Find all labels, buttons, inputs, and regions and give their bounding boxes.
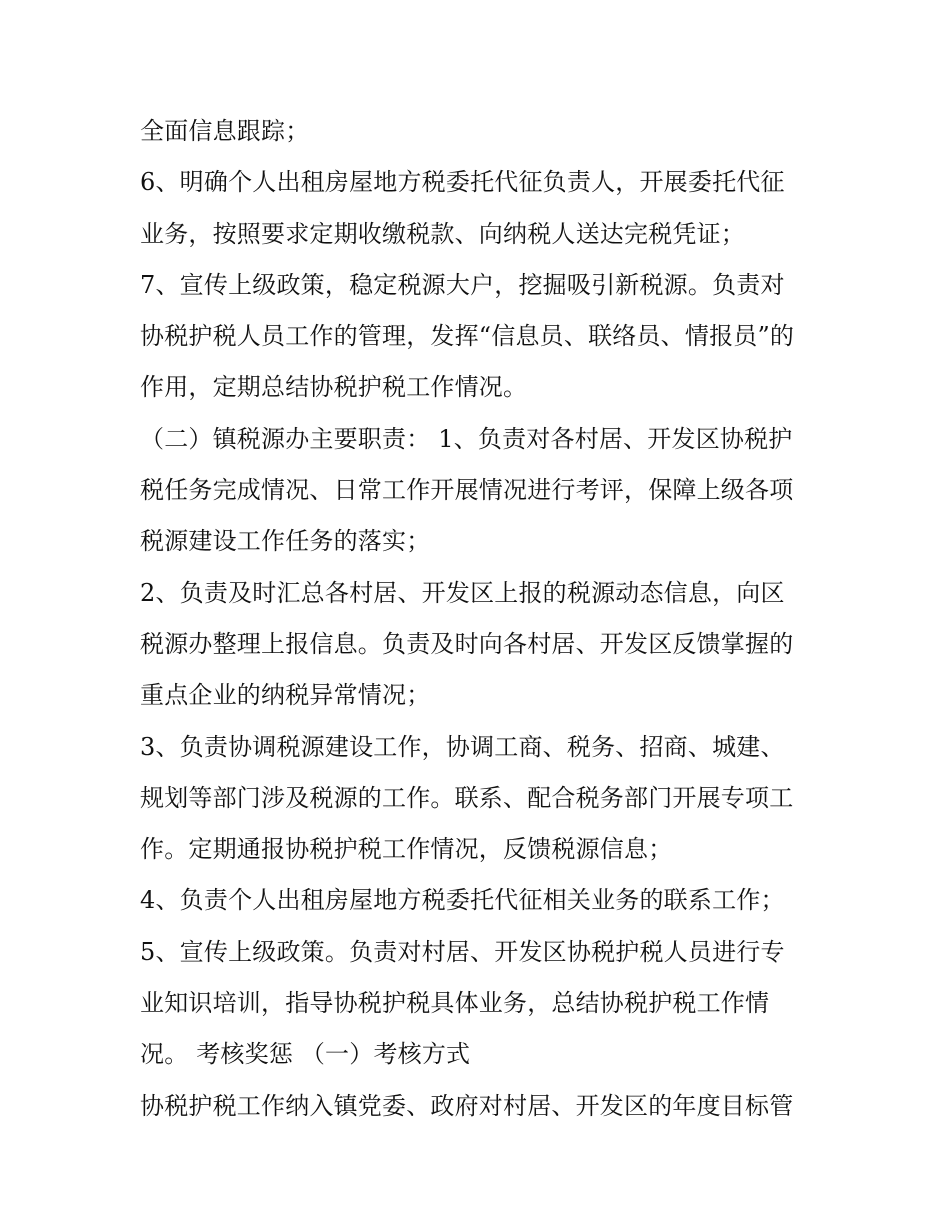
text-line: 2、负责及时汇总各村居、开发区上报的税源动态信息，向区 — [140, 578, 785, 607]
text-line: 全面信息跟踪； — [140, 117, 310, 145]
text-line: 协税护税工作纳入镇党委、政府对村居、开发区的年度目标管 — [140, 1091, 794, 1120]
text-line: 业知识培训，指导协税护税具体业务，总结协税护税工作情 — [140, 989, 770, 1018]
document-body — [140, 106, 820, 1132]
text-line: 4、负责个人出租房屋地方税委托代征相关业务的联系工作； — [140, 886, 785, 915]
text-line: 况。 考核奖惩 （一）考核方式 — [140, 1040, 471, 1069]
text-line: 税源办整理上报信息。负责及时向各村居、开发区反馈掌握的 — [140, 629, 794, 658]
text-line: 5、宣传上级政策。负责对村居、开发区协税护税人员进行专 — [140, 937, 785, 966]
text-line: （二）镇税源办主要职责： 1、负责对各村居、开发区协税护 — [140, 424, 793, 453]
text-line: 3、负责协调税源建设工作，协调工商、税务、招商、城建、 — [140, 732, 785, 761]
text-line: 规划等部门涉及税源的工作。联系、配合税务部门开展专项工 — [140, 783, 794, 812]
text-line: 业务，按照要求定期收缴税款、向纳税人送达完税凭证； — [140, 219, 745, 248]
text-line: 税源建设工作任务的落实； — [140, 527, 431, 556]
text-line: 作。定期通报协税护税工作情况，反馈税源信息； — [140, 835, 673, 864]
text-line: 重点企业的纳税异常情况； — [140, 681, 431, 710]
text-line: 协税护税人员工作的管理，发挥“信息员、联络员、情报员”的 — [140, 322, 795, 351]
text-line: 税任务完成情况、日常工作开展情况进行考评，保障上级各项 — [140, 476, 794, 505]
text-line: 6、明确个人出租房屋地方税委托代征负责人，开展委托代征 — [140, 168, 785, 197]
text-line: 7、宣传上级政策，稳定税源大户，挖掘吸引新税源。负责对 — [140, 270, 785, 299]
text-line: 作用，定期总结协税护税工作情况。 — [140, 373, 528, 402]
